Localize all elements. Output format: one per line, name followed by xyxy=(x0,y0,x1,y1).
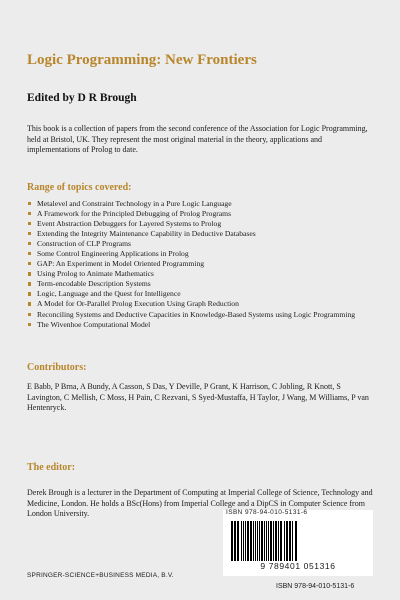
barcode-bar xyxy=(253,521,254,561)
barcode-bar xyxy=(250,521,252,561)
barcode-bar xyxy=(245,521,246,561)
bullet-icon xyxy=(28,202,31,205)
barcode-bar xyxy=(268,521,269,561)
barcode-bar xyxy=(234,521,236,561)
barcode-bar xyxy=(237,521,239,561)
barcode-bar xyxy=(264,521,265,561)
barcode-bar xyxy=(231,521,233,561)
bullet-icon xyxy=(28,313,31,316)
barcode-bar xyxy=(243,521,244,561)
list-item: Metalevel and Constraint Technology in a Pure Logic Language xyxy=(27,199,377,209)
barcode-bar xyxy=(280,521,282,561)
contributors-heading: Contributors: xyxy=(27,362,87,373)
bullet-icon xyxy=(28,212,31,215)
barcode-bar xyxy=(289,521,291,561)
topics-heading: Range of topics covered: xyxy=(27,182,132,193)
bullet-icon xyxy=(28,252,31,255)
barcode-bar xyxy=(241,521,242,561)
bullet-icon xyxy=(28,282,31,285)
editor-line: Edited by D R Brough xyxy=(27,92,137,104)
contributors-list: E Babb, P Brna, A Bundy, A Casson, S Das, Y Deville, P Grant, K Harrison, C Jobling, R Knott, S Lavington, C Mellish, C Moss, H Pain, C Rezvani, S Syed-Mustaffa, H Taylor, J Wang, M Williams, P van Hentenryck. xyxy=(27,382,369,412)
barcode-bar xyxy=(270,521,272,561)
list-item: A Framework for the Principled Debugging of Prolog Programs xyxy=(27,209,377,219)
publisher-name: SPRINGER-SCIENCE+BUSINESS MEDIA, B.V. xyxy=(27,572,174,579)
bullet-icon xyxy=(28,262,31,265)
barcode-bar xyxy=(284,521,285,561)
barcode-bar xyxy=(275,521,277,561)
barcode-bar xyxy=(295,521,297,561)
bullet-icon xyxy=(28,302,31,305)
bullet-icon xyxy=(28,272,31,275)
barcode-bar xyxy=(259,521,260,561)
barcode-bar xyxy=(257,521,258,561)
list-item: GAP: An Experiment in Model Oriented Programming xyxy=(27,259,377,269)
list-item: Extending the Integrity Maintenance Capability in Deductive Databases xyxy=(27,229,377,239)
bullet-icon xyxy=(28,292,31,295)
list-item: Using Prolog to Animate Mathematics xyxy=(27,269,377,279)
barcode-bar xyxy=(286,521,288,561)
list-item: Logic, Language and the Quest for Intelligence xyxy=(27,289,377,299)
topics-list xyxy=(27,199,377,330)
barcode-bar xyxy=(292,521,293,561)
editor-heading: The editor: xyxy=(27,462,76,473)
bullet-icon xyxy=(28,323,31,326)
bullet-icon xyxy=(28,242,31,245)
list-item: Event Abstraction Debuggers for Layered Systems to Prolog xyxy=(27,219,377,229)
barcode-bar xyxy=(273,521,274,561)
list-item: Reconciling Systems and Deductive Capacities in Knowledge-Based Systems using Logic Programming xyxy=(27,310,377,320)
editor-bio: Derek Brough is a lecturer in the Department of Computing at Imperial College of Science, Technology and Medicine, London. He holds a BSc(Hons) from Imperial College and a DipCS in Computer Science from London University. xyxy=(27,488,373,518)
isbn-bottom-label: ISBN 978-94-010-5131-6 xyxy=(276,583,355,590)
barcode-bar xyxy=(255,521,256,561)
barcode-bar xyxy=(261,521,263,561)
barcode-bar xyxy=(247,521,249,561)
barcode-bar xyxy=(266,521,267,561)
book-title: Logic Programming: New Frontiers xyxy=(27,52,257,68)
list-item: A Model for Or-Parallel Prolog Execution Using Graph Reduction xyxy=(27,299,377,309)
list-item: The Wivenhoe Computational Model xyxy=(27,320,377,330)
barcode-digits: 9 789401 051316 xyxy=(260,561,336,571)
barcode-bar xyxy=(278,521,279,561)
list-item: Construction of CLP Programs xyxy=(27,239,377,249)
bullet-icon xyxy=(28,232,31,235)
bullet-icon xyxy=(28,222,31,225)
list-item: Term-encodable Description Systems xyxy=(27,279,377,289)
list-item: Some Control Engineering Applications in Prolog xyxy=(27,249,377,259)
intro-paragraph: This book is a collection of papers from the second conference of the Association for Logic Programming, held at Bristol, UK. They represent the most original material in the theory, applications and implementations of Prolog to date. xyxy=(27,124,368,154)
isbn-top-label: ISBN 978-94-010-5131-6 xyxy=(226,509,308,516)
